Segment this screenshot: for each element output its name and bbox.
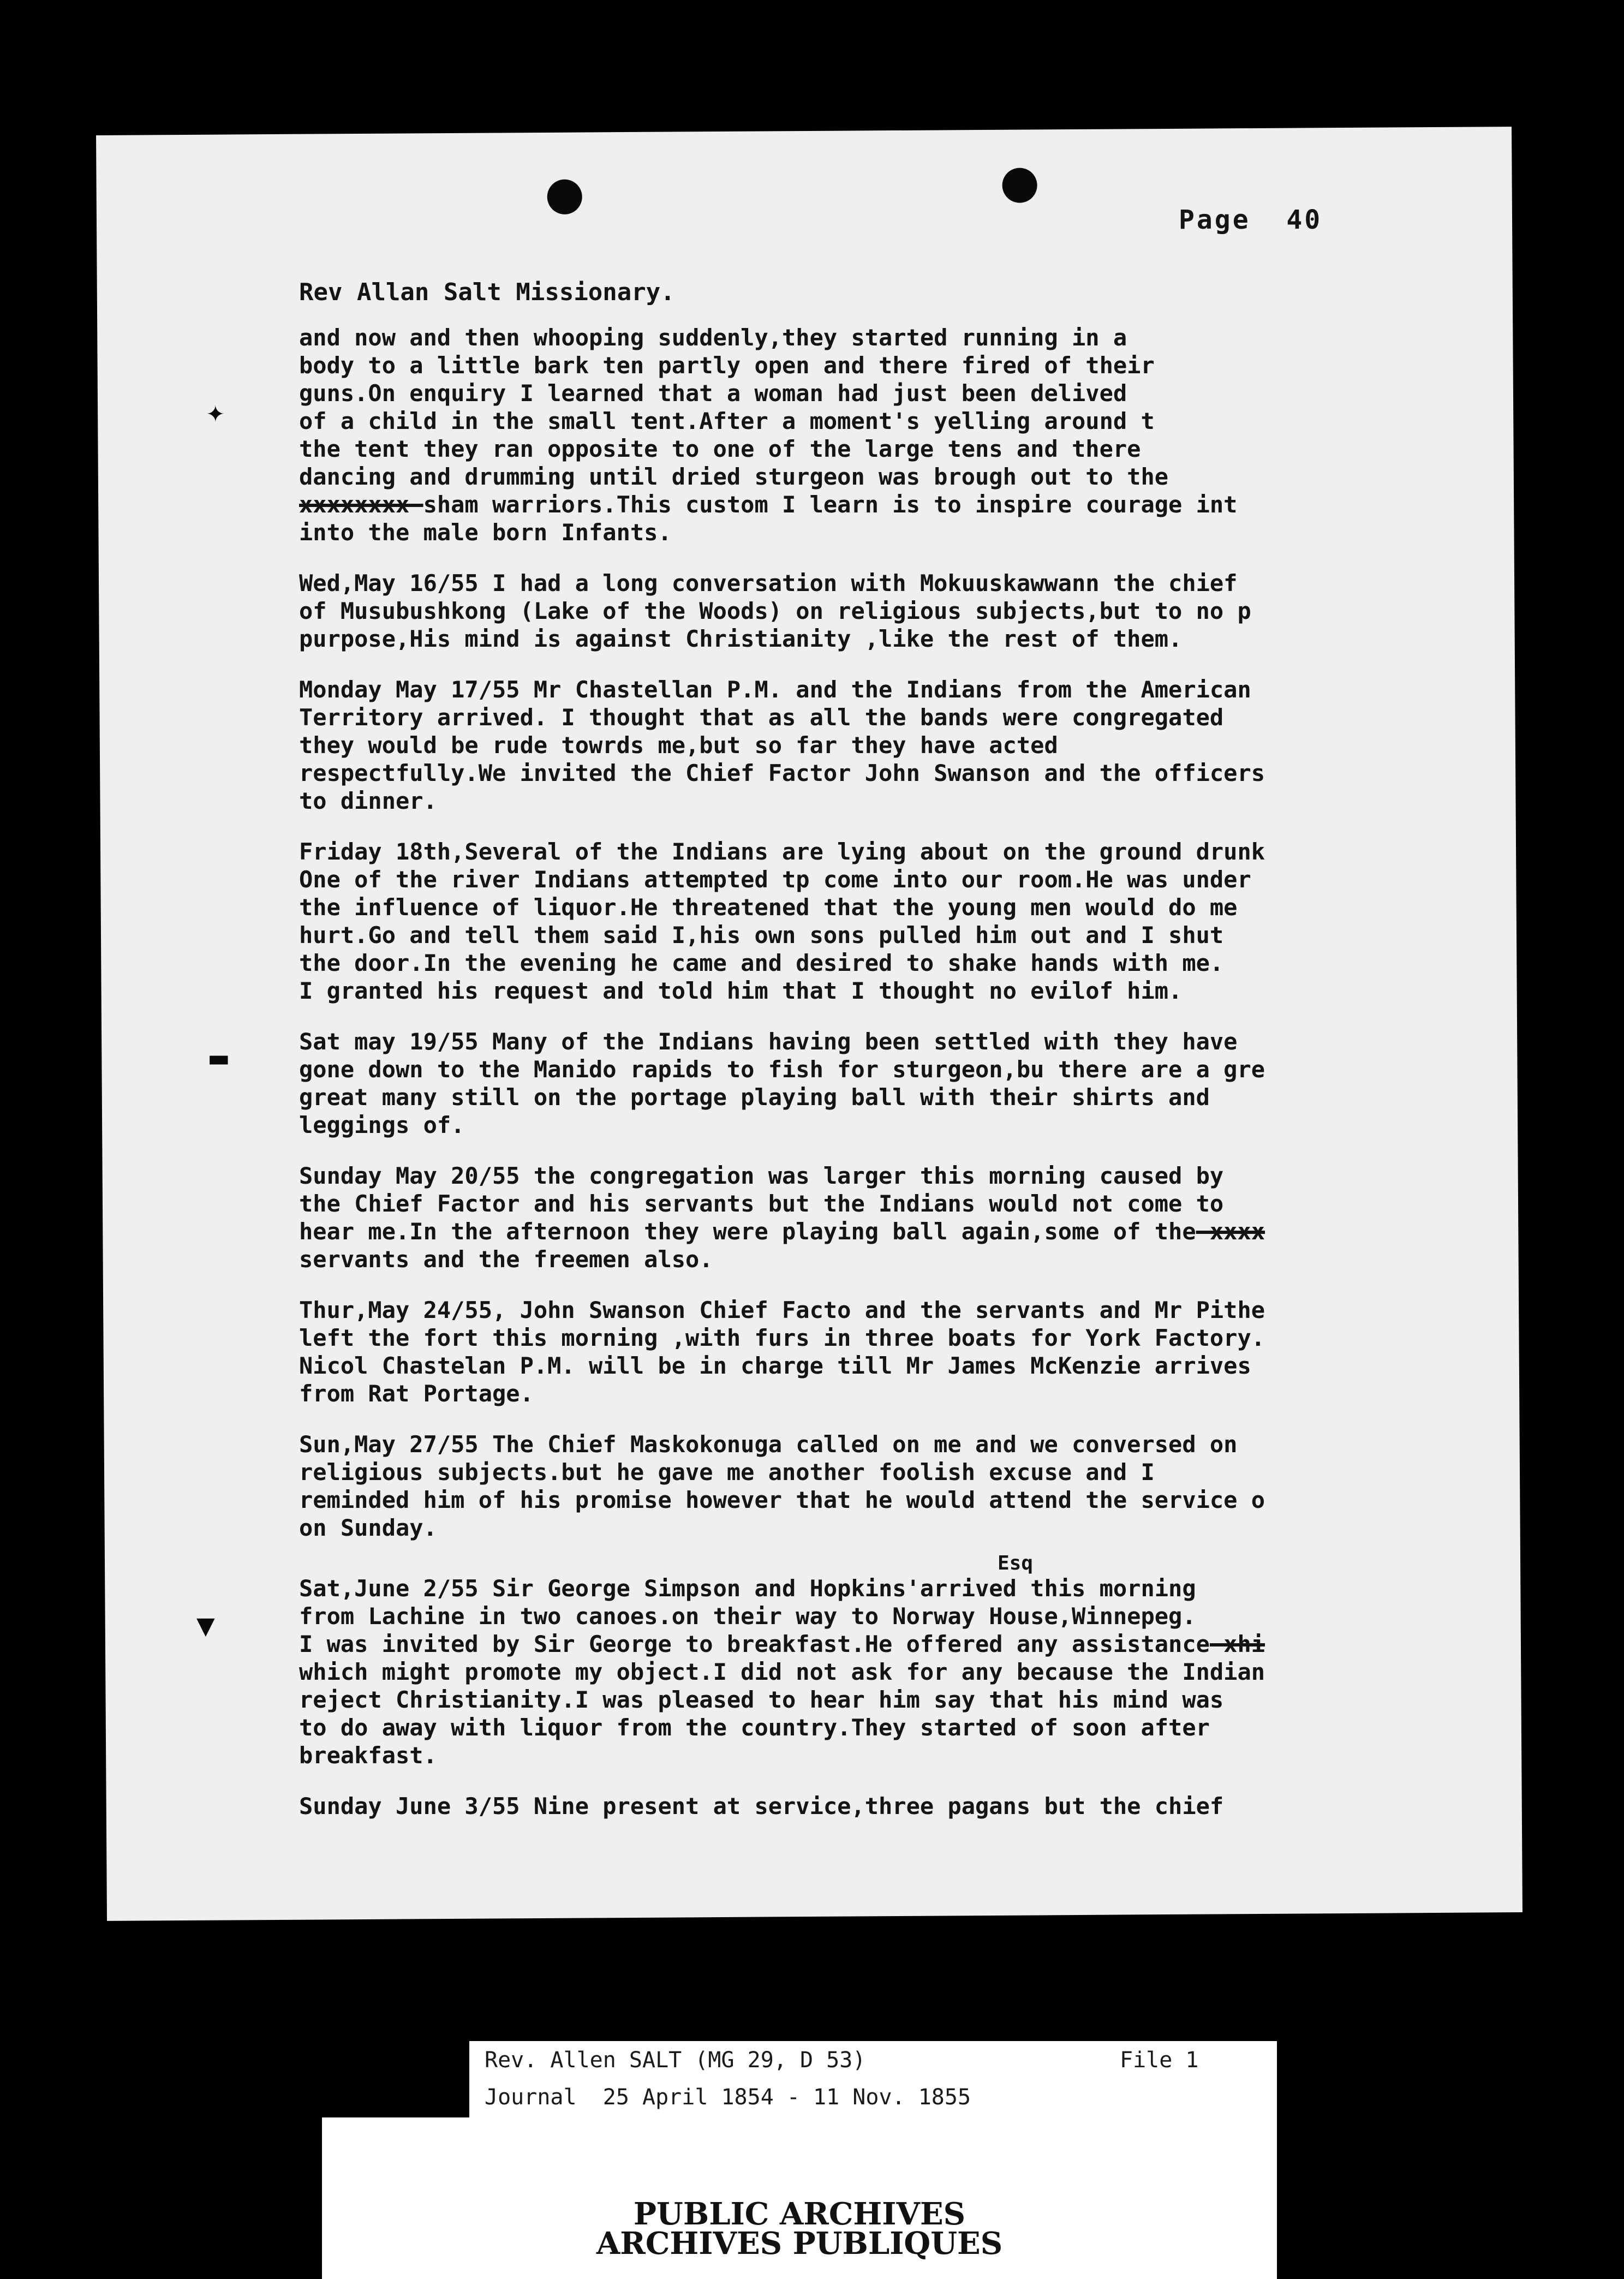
text-line: purpose,His mind is against Christianity ,like the rest of them. bbox=[299, 625, 1183, 652]
archives-english: PUBLIC ARCHIVES bbox=[633, 2196, 966, 2232]
journal-entry bbox=[299, 1430, 1467, 1542]
text-line: the door.In the evening he came and desired to shake hands with me. bbox=[299, 950, 1224, 976]
text-line: One of the river Indians attempted tp come into our room.He was under bbox=[299, 866, 1251, 893]
text-line: respectfully.We invited the Chief Factor John Swanson and the officers bbox=[299, 760, 1265, 786]
archives-stamp bbox=[322, 2196, 1277, 2262]
text-line: they would be rude towrds me,but so far they have acted bbox=[299, 732, 1058, 759]
text-line: Wed,May 16/55 I had a long conversation with Mokuuskawwann the chief bbox=[299, 570, 1238, 596]
margin-mark-middle: ▬ bbox=[210, 1040, 228, 1076]
text-line: Nicol Chastelan P.M. will be in charge till Mr James McKenzie arrives bbox=[299, 1352, 1251, 1379]
label-title: Rev. Allen SALT (MG 29, D 53) bbox=[485, 2048, 866, 2073]
text-line: dancing and drumming until dried sturgeon was brough out to the bbox=[299, 463, 1169, 490]
text-line-content: sham warriors.This custom I learn is to inspire courage int bbox=[423, 491, 1238, 518]
text-line: breakfast. bbox=[299, 1742, 437, 1769]
text-line: reminded him of his promise however that he would attend the service o bbox=[299, 1487, 1265, 1513]
archives-french: ARCHIVES PUBLIQUES bbox=[596, 2226, 1003, 2262]
text-line: gone down to the Manido rapids to fish for sturgeon,bu there are a gre bbox=[299, 1056, 1265, 1083]
document-heading: Rev Allan Salt Missionary. bbox=[299, 278, 675, 306]
text-line: Friday 18th,Several of the Indians are lying about on the ground drunk bbox=[299, 838, 1265, 865]
struck-text: xxxx bbox=[1196, 1218, 1265, 1245]
text-line: hurt.Go and tell them said I,his own sons pulled him out and I shut bbox=[299, 922, 1224, 948]
text-line: to do away with liquor from the country.They started of soon after bbox=[299, 1714, 1210, 1741]
text-line: of Musubushkong (Lake of the Woods) on religious subjects,but to no p bbox=[299, 598, 1251, 624]
struck-text: xhi bbox=[1209, 1631, 1265, 1657]
text-line bbox=[299, 1218, 1467, 1245]
text-line: the Chief Factor and his servants but the Indians would not come to bbox=[299, 1190, 1224, 1217]
journal-entry bbox=[299, 1028, 1467, 1139]
journal-entry bbox=[299, 324, 1467, 546]
journal-entry bbox=[299, 838, 1467, 1005]
text-line: Sat may 19/55 Many of the Indians having been settled with they have bbox=[299, 1028, 1238, 1055]
text-line: Sat,June 2/55 Sir George Simpson and Hopkins'arrived this morning bbox=[299, 1575, 1196, 1602]
interlinear-note: Esq bbox=[998, 1552, 1034, 1574]
text-line: servants and the freemen also. bbox=[299, 1246, 713, 1273]
text-line: Territory arrived. I thought that as all the bands were congregated bbox=[299, 704, 1224, 731]
journal-text bbox=[299, 278, 1467, 1843]
text-line: religious subjects.but he gave me another foolish excuse and I bbox=[299, 1459, 1155, 1485]
journal-entry bbox=[299, 1162, 1467, 1273]
text-line: I granted his request and told him that I thought no evilof him. bbox=[299, 977, 1183, 1004]
text-line: the tent they ran opposite to one of the large tens and there bbox=[299, 435, 1141, 462]
journal-entry bbox=[299, 1792, 1467, 1820]
text-line: great many still on the portage playing ball with their shirts and bbox=[299, 1084, 1210, 1111]
text-line: Sunday June 3/55 Nine present at service,three pagans but the chief bbox=[299, 1793, 1224, 1819]
text-line: left the fort this morning ,with furs in three boats for York Factory. bbox=[299, 1325, 1265, 1351]
text-line: leggings of. bbox=[299, 1112, 465, 1138]
text-line: from Lachine in two canoes.on their way to Norway House,Winnepeg. bbox=[299, 1603, 1196, 1630]
label-file: File 1 bbox=[1120, 2048, 1199, 2073]
text-line bbox=[299, 491, 1467, 518]
text-line: on Sunday. bbox=[299, 1514, 437, 1541]
journal-entry bbox=[299, 1552, 1467, 1769]
text-line: the influence of liquor.He threatened that the young men would do me bbox=[299, 894, 1238, 921]
text-line: which might promote my object.I did not ask for any because the Indian bbox=[299, 1658, 1265, 1685]
text-line: Monday May 17/55 Mr Chastellan P.M. and the Indians from the American bbox=[299, 676, 1251, 703]
text-line: from Rat Portage. bbox=[299, 1380, 534, 1407]
punch-hole-left bbox=[547, 180, 582, 214]
text-line: to dinner. bbox=[299, 787, 437, 814]
text-line: of a child in the small tent.After a moment's yelling around t bbox=[299, 408, 1155, 434]
text-line: Sunday May 20/55 the congregation was larger this morning caused by bbox=[299, 1162, 1224, 1189]
page-number: Page 40 bbox=[1179, 205, 1323, 235]
text-line-content: I was invited by Sir George to breakfast.He offered any assistance bbox=[299, 1631, 1210, 1657]
text-line: body to a little bark ten partly open and there fired of their bbox=[299, 352, 1155, 379]
text-line: Thur,May 24/55, John Swanson Chief Facto and the servants and Mr Pithe bbox=[299, 1297, 1265, 1323]
text-line: reject Christianity.I was pleased to hear him say that his mind was bbox=[299, 1686, 1224, 1713]
text-line bbox=[299, 1630, 1467, 1658]
text-line-content: hear me.In the afternoon they were playing ball again,some of the bbox=[299, 1218, 1196, 1245]
journal-entry bbox=[299, 1296, 1467, 1407]
punch-hole-right bbox=[1002, 168, 1037, 202]
text-line: and now and then whooping suddenly,they started running in a bbox=[299, 324, 1127, 351]
margin-mark-bottom: ▼ bbox=[196, 1608, 215, 1643]
struck-text: xxxxxxxx bbox=[299, 491, 423, 518]
margin-mark-top: ✦ bbox=[206, 394, 225, 429]
text-line: guns.On enquiry I learned that a woman had just been delived bbox=[299, 380, 1127, 407]
text-line: into the male born Infants. bbox=[299, 519, 672, 546]
label-journal-dates: Journal 25 April 1854 - 11 Nov. 1855 bbox=[485, 2085, 971, 2110]
journal-entry bbox=[299, 569, 1467, 653]
journal-entry bbox=[299, 676, 1467, 815]
text-line: Sun,May 27/55 The Chief Maskokonuga called on me and we conversed on bbox=[299, 1431, 1238, 1458]
